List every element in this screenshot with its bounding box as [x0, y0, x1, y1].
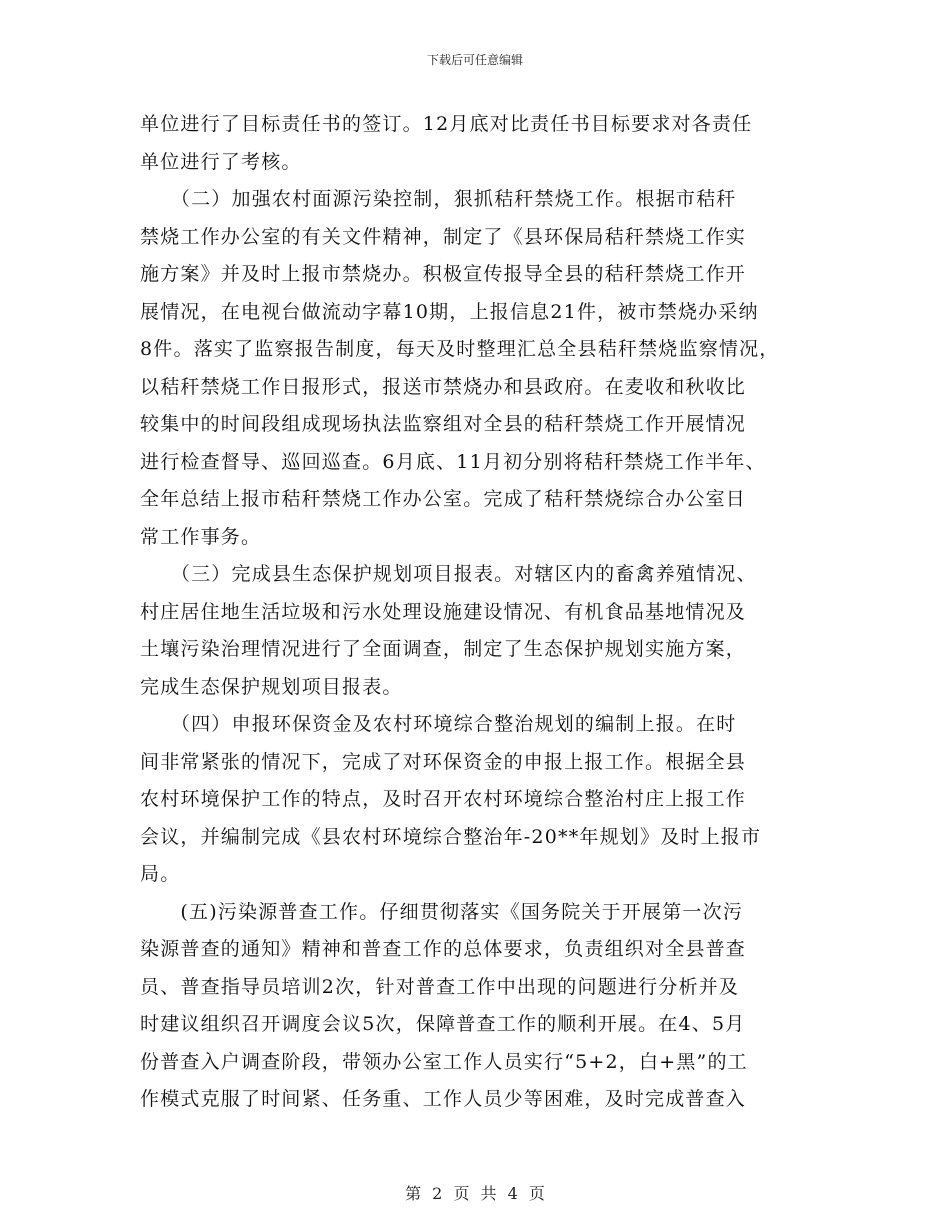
text-line: （二）加强农村面源污染控制，狠抓秸秆禁烧工作。根据市秸秆 — [140, 188, 737, 210]
page-header: 下载后可任意编辑 — [426, 53, 523, 67]
text-line: 完成生态保护规划项目报表。 — [140, 675, 403, 698]
text-line: (五)污染源普查工作。仔细贯彻落实《国务院关于开展第一次污 — [140, 900, 744, 923]
text-line: 进行检查督导、巡回巡查。6月底、11月初分别将秸秆禁烧工作半年、 — [140, 450, 766, 473]
text-line: （三）完成县生态保护规划项目报表。对辖区内的畜禽养殖情况、 — [140, 563, 757, 585]
text-line: 禁烧工作办公室的有关文件精神，制定了《县环保局秸秆禁烧工作实 — [140, 225, 747, 248]
text-line: 作模式克服了时间紧、任务重、工作人员少等困难，及时完成普查入 — [140, 1088, 747, 1110]
text-line: 间非常紧张的情况下，完成了对环保资金的申报上报工作。根据全县 — [140, 750, 747, 773]
text-line: 土壤污染治理情况进行了全面调查，制定了生态保护规划实施方案， — [140, 638, 747, 660]
text-line: 8件。落实了监察报告制度，每天及时整理汇总全县秸秆禁烧监察情况， — [140, 338, 780, 360]
text-line: 常工作事务。 — [140, 525, 262, 548]
text-line: 会议，并编制完成《县农村环境综合整治年-20**年规划》及时上报市 — [140, 825, 762, 848]
text-line: 较集中的时间段组成现场执法监察组对全县的秸秆禁烧工作开展情况 — [140, 413, 747, 435]
text-line: 员、普查指导员培训2次，针对普查工作中出现的问题进行分析并及 — [140, 975, 740, 998]
text-line: 全年总结上报市秸秆禁烧工作办公室。完成了秸秆禁烧综合办公室日 — [140, 488, 747, 510]
text-line: 单位进行了考核。 — [140, 150, 302, 173]
text-line: 份普查入户调查阶段，带领办公室工作人员实行“5+2，白+黑”的工 — [140, 1050, 748, 1073]
text-line: 展情况，在电视台做流动字幕10期，上报信息21件，被市禁烧办采纳 — [140, 300, 759, 323]
text-line: 以秸秆禁烧工作日报形式，报送市禁烧办和县政府。在麦收和秋收比 — [140, 375, 747, 398]
text-line: 染源普查的通知》精神和普查工作的总体要求，负责组织对全县普查 — [140, 938, 747, 960]
text-line: 时建议组织召开调度会议5次，保障普查工作的顺利开展。在4、5月 — [140, 1013, 746, 1035]
document-body — [140, 106, 812, 1119]
text-line: 局。 — [140, 863, 181, 885]
page-number: 第 2 页 共 4 页 — [405, 1184, 545, 1203]
text-line: （四）申报环保资金及农村环境综合整治规划的编制上报。在时 — [140, 713, 737, 735]
text-line: 农村环境保护工作的特点，及时召开农村环境综合整治村庄上报工作 — [140, 788, 747, 810]
text-line: 单位进行了目标责任书的签订。12月底对比责任书目标要求对各责任 — [140, 113, 753, 135]
text-line: 村庄居住地生活垃圾和污水处理设施建设情况、有机食品基地情况及 — [140, 600, 747, 623]
text-line: 施方案》并及时上报市禁烧办。积极宣传报导全县的秸秆禁烧工作开 — [140, 263, 747, 285]
